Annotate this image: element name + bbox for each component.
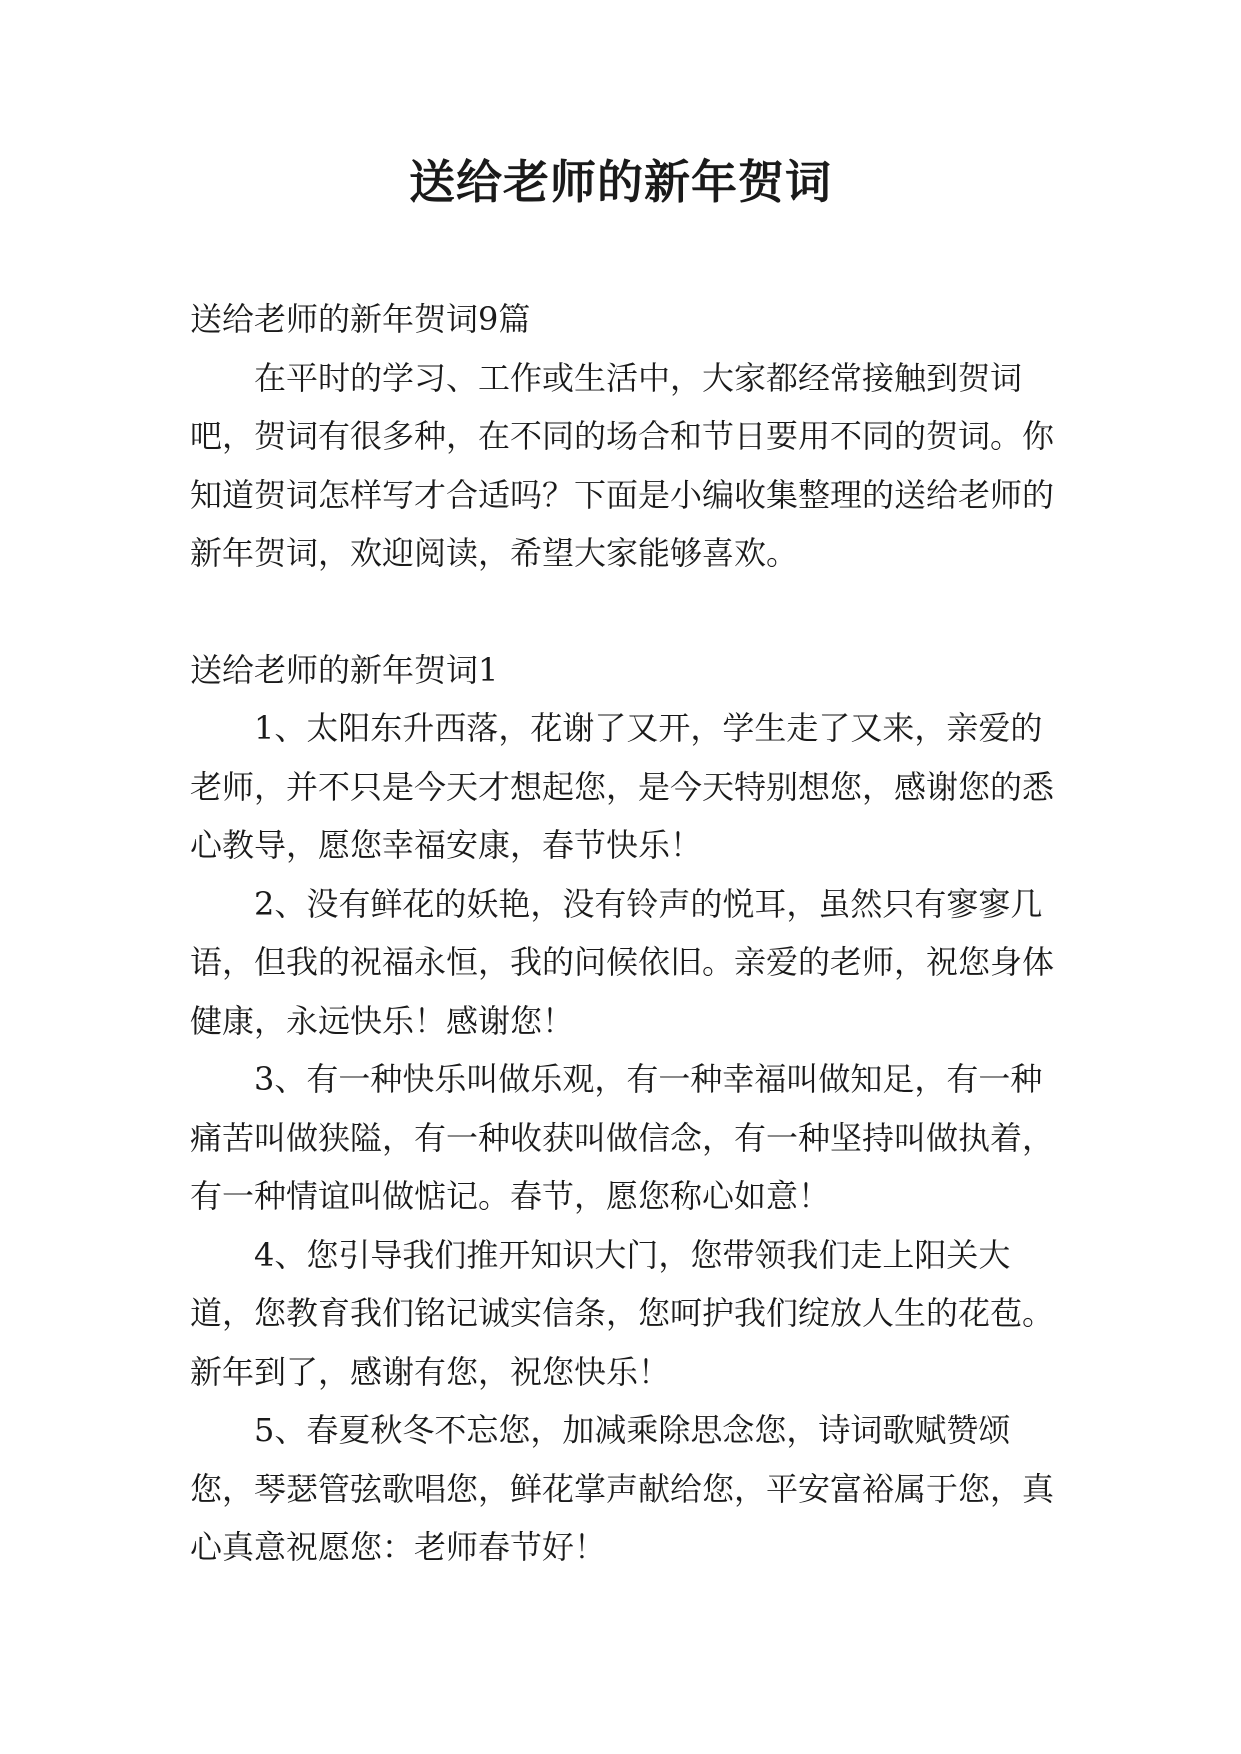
greeting-item-3: 3、有一种快乐叫做乐观，有一种幸福叫做知足，有一种痛苦叫做狭隘，有一种收获叫做信念，有一种坚持叫做执着，有一种情谊叫做惦记。春节，愿您称心如意！	[190, 1060, 1055, 1215]
greeting-item-2: 2、没有鲜花的妖艳，没有铃声的悦耳，虽然只有寥寥几语，但我的祝福永恒，我的问候依旧。亲爱的老师，祝您身体健康，永远快乐！感谢您！	[190, 884, 1055, 1040]
section-spacer	[190, 583, 1060, 641]
intro-paragraph: 在平时的学习、工作或生活中，大家都经常接触到贺词吧，贺词有很多种，在不同的场合和节日要用不同的贺词。你知道贺词怎样写才合适吗？下面是小编收集整理的送给老师的新年贺词，欢迎阅读，希望大家能够喜欢。	[190, 358, 1055, 572]
greeting-item-4: 4、您引导我们推开知识大门，您带领我们走上阳关大道，您教育我们铭记诚实信条，您呵护我们绽放人生的花苞。新年到了，感谢有您，祝您快乐！	[190, 1235, 1055, 1391]
document-body	[190, 290, 1060, 1577]
section1-heading: 送给老师的新年贺词1	[190, 650, 499, 689]
greeting-item-1: 1、太阳东升西落，花谢了又开，学生走了又来，亲爱的老师，并不只是今天才想起您，是今天特别想您，感谢您的悉心教导，愿您幸福安康，春节快乐！	[190, 709, 1055, 864]
greeting-item-5: 5、春夏秋冬不忘您，加减乘除思念您，诗词歌赋赞颂您，琴瑟管弦歌唱您，鲜花掌声献给您，平安富裕属于您，真心真意祝愿您：老师春节好！	[190, 1411, 1055, 1566]
intro-heading: 送给老师的新年贺词9篇	[190, 300, 531, 338]
document-title: 送给老师的新年贺词	[409, 155, 832, 209]
